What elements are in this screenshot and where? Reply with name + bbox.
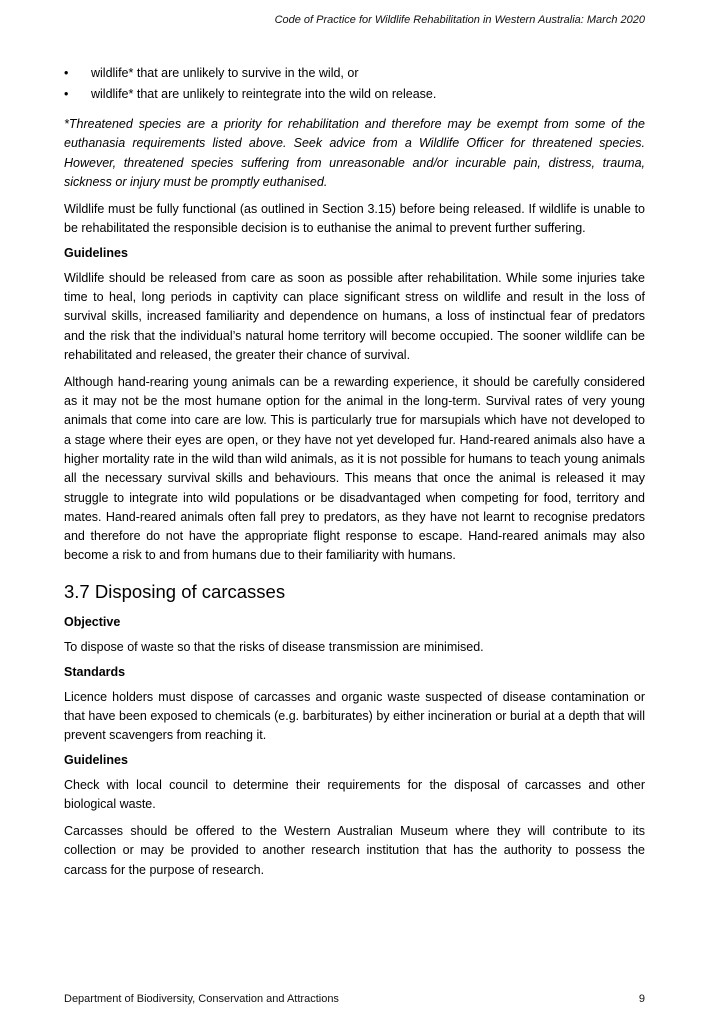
paragraph-hand-rearing: Although hand-rearing young animals can be a rewarding experience, it should be carefully considered as it may not be the most humane option for the animal in the long-term. Survival rates of very young animals that come into care are low. This is particularly true for marsupials which have not developed to a stage where their eyes are open, or they have not yet developed fur. Hand-reared animals also have a higher mortality rate in the wild than wild animals, as it is not possible for humans to teach young animals all the necessary survival skills and behaviours. This means that once the animal is released it may struggle to integrate into wild populations or be disadvantaged when competing for food, territory and mates. Hand-reared animals often fall prey to predators, as they have not learnt to recognise predators and therefore do not have the appropriate flight response to escape. Hand-reared animals may also become a risk to and from humans due to their familiarity with humans. <box>64 374 645 563</box>
section-heading-disposing-of-carcasses: 3.7 Disposing of carcasses <box>64 580 286 602</box>
bullet-icon: • <box>64 66 69 80</box>
paragraph-release: Wildlife should be released from care as soon as possible after rehabilitation. While some injuries take time to heal, long periods in captivity can place significant stress on wildlife and result in the loss of survival skills, increased familiarity and dependence on humans, a loss of instinctual fear of predators and the risk that the individual’s natural home territory will become occupied. The sooner wildlife can be rehabilitated and released, the greater their chance of survival. <box>64 270 645 362</box>
guidelines-text-local-council: Check with local council to determine their requirements for the disposal of carcasses and other biological waste. <box>64 777 645 812</box>
footer-department: Department of Biodiversity, Conservation and Attractions <box>64 993 339 1005</box>
guidelines-heading: Guidelines <box>64 245 128 260</box>
objective-text: To dispose of waste so that the risks of disease transmission are minimised. <box>64 639 484 654</box>
standards-heading: Standards <box>64 664 126 679</box>
bullet-list <box>64 63 645 105</box>
standards-text: Licence holders must dispose of carcasses and organic waste suspected of disease contamination or that have been exposed to chemicals (e.g. barbiturates) by either incineration or burial at a depth that will prevent scavengers from reaching it. <box>64 689 645 743</box>
page-footer <box>64 993 645 1006</box>
page-number: 9 <box>638 993 645 1005</box>
bullet-text: wildlife* that are unlikely to reintegrate into the wild on release. <box>91 87 437 101</box>
guidelines-heading-2: Guidelines <box>64 752 128 767</box>
list-item <box>64 84 645 105</box>
running-header: Code of Practice for Wildlife Rehabilitation in Western Australia: March 2020 <box>274 14 645 26</box>
bullet-text: wildlife* that are unlikely to survive in the wild, or <box>91 66 359 80</box>
threatened-species-note: *Threatened species are a priority for rehabilitation and therefore may be exempt from some of the euthanasia requirements listed above. Seek advice from a Wildlife Officer for threatened species. However, threatened species suffering from unreasonable and/or incurable pain, distress, trauma, sickness or injury must be promptly euthanised. <box>64 117 645 189</box>
bullet-icon: • <box>64 87 69 101</box>
objective-heading: Objective <box>64 614 121 629</box>
paragraph-fully-functional: Wildlife must be fully functional (as outlined in Section 3.15) before being released. If wildlife is unable to be rehabilitated the responsible decision is to euthanise the animal to prevent further suffering. <box>64 201 645 235</box>
guidelines-text-museum: Carcasses should be offered to the Western Australian Museum where they will contribute to its collection or may be provided to another research institution that has the authority to possess the carcass for the purpose of research. <box>64 824 645 877</box>
list-item <box>64 63 645 84</box>
